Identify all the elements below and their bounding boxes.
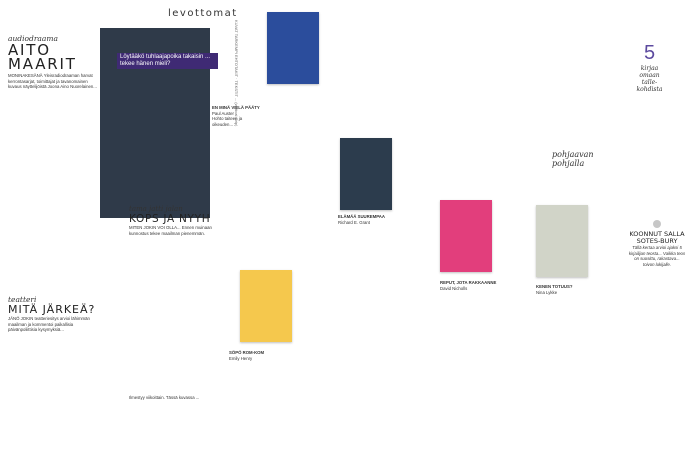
- teatteri-title: MITÄ JÄRKEÄ?: [8, 303, 96, 316]
- kirjaa-count: 5: [643, 42, 656, 64]
- kops-footer: Ilmestyy viikoittain. Tässä kuvassa ...: [129, 395, 200, 400]
- book-cover-nicholls: [440, 200, 492, 272]
- author-photo: [653, 220, 661, 228]
- b1-body: EN MINÄ VIELÄ PÄÄTY Paul Auster Hohto taiteen ja oikeuden...: [212, 105, 260, 127]
- pohja-label: pohjaavan pohjalla: [552, 150, 594, 168]
- mid-col-2: [316, 12, 374, 162]
- vertical-strip: KUVAT TARKEMPI EHTOTAKIT · TEKSTIT ... (vertical strip): [234, 20, 239, 127]
- book-cover-lykke: [536, 205, 588, 277]
- kirjaa-label: kirjaa omaan talle- kohdista: [636, 65, 663, 93]
- kops-body: MITEN JOKIN VOI OLLA... Ennen muinaan kunnostus tekee maailman pienemmän.: [129, 225, 212, 236]
- koon-body: Tällä kertaa arvioi ajaksi 5 kirjailijan teosta... Vaikka teos on suosittu, rakastava... toivon lukijalle.: [628, 245, 686, 267]
- audiodraama-title: AITO MAARIT: [8, 41, 77, 73]
- b4-col: REPUT, JOTA RAKKAANNE David Nicholls: [440, 280, 497, 291]
- teatteri-body: JÄNÖ JOKIN teatteriesitys arvioi lähimmän maailman ja kommentoi paikallisia päivänpoliittisia kysymyksiä...: [8, 316, 90, 333]
- kops-title: KOPS JA NYYH: [129, 213, 211, 225]
- caption-banner: Löytääkö tuhlaajapoika takaisin ... tekee hänen mieli?: [117, 52, 218, 70]
- kops-label: tama jatti jalan: [129, 205, 183, 213]
- section-title: levottomat: [168, 8, 238, 19]
- audiodraama-label: audiodraama: [8, 34, 58, 43]
- b3-col: SÖPÖ ROM-KOM Emily Henry: [229, 350, 265, 361]
- b2-col: ELÄMÄÄ SUUREMPAA Richard E. Grant: [338, 214, 385, 225]
- teatteri-label: teatteri: [8, 295, 37, 304]
- koon-title: KOONNUT SALLA SOTES-BURY: [629, 230, 685, 245]
- book-cover-henry: [240, 270, 292, 342]
- book-cover-auster: [267, 12, 319, 84]
- audiodraama-body: MONINAKESÄNÄ Yleisradiodraaman harvat kerrontasarjat, toimittajat ja tavanomainen kuvaus näyttelijöistä Joona Aino Nuorelainen...: [8, 73, 97, 90]
- b5-col: KENEN TOTUUS? Nina Lykke: [536, 284, 573, 295]
